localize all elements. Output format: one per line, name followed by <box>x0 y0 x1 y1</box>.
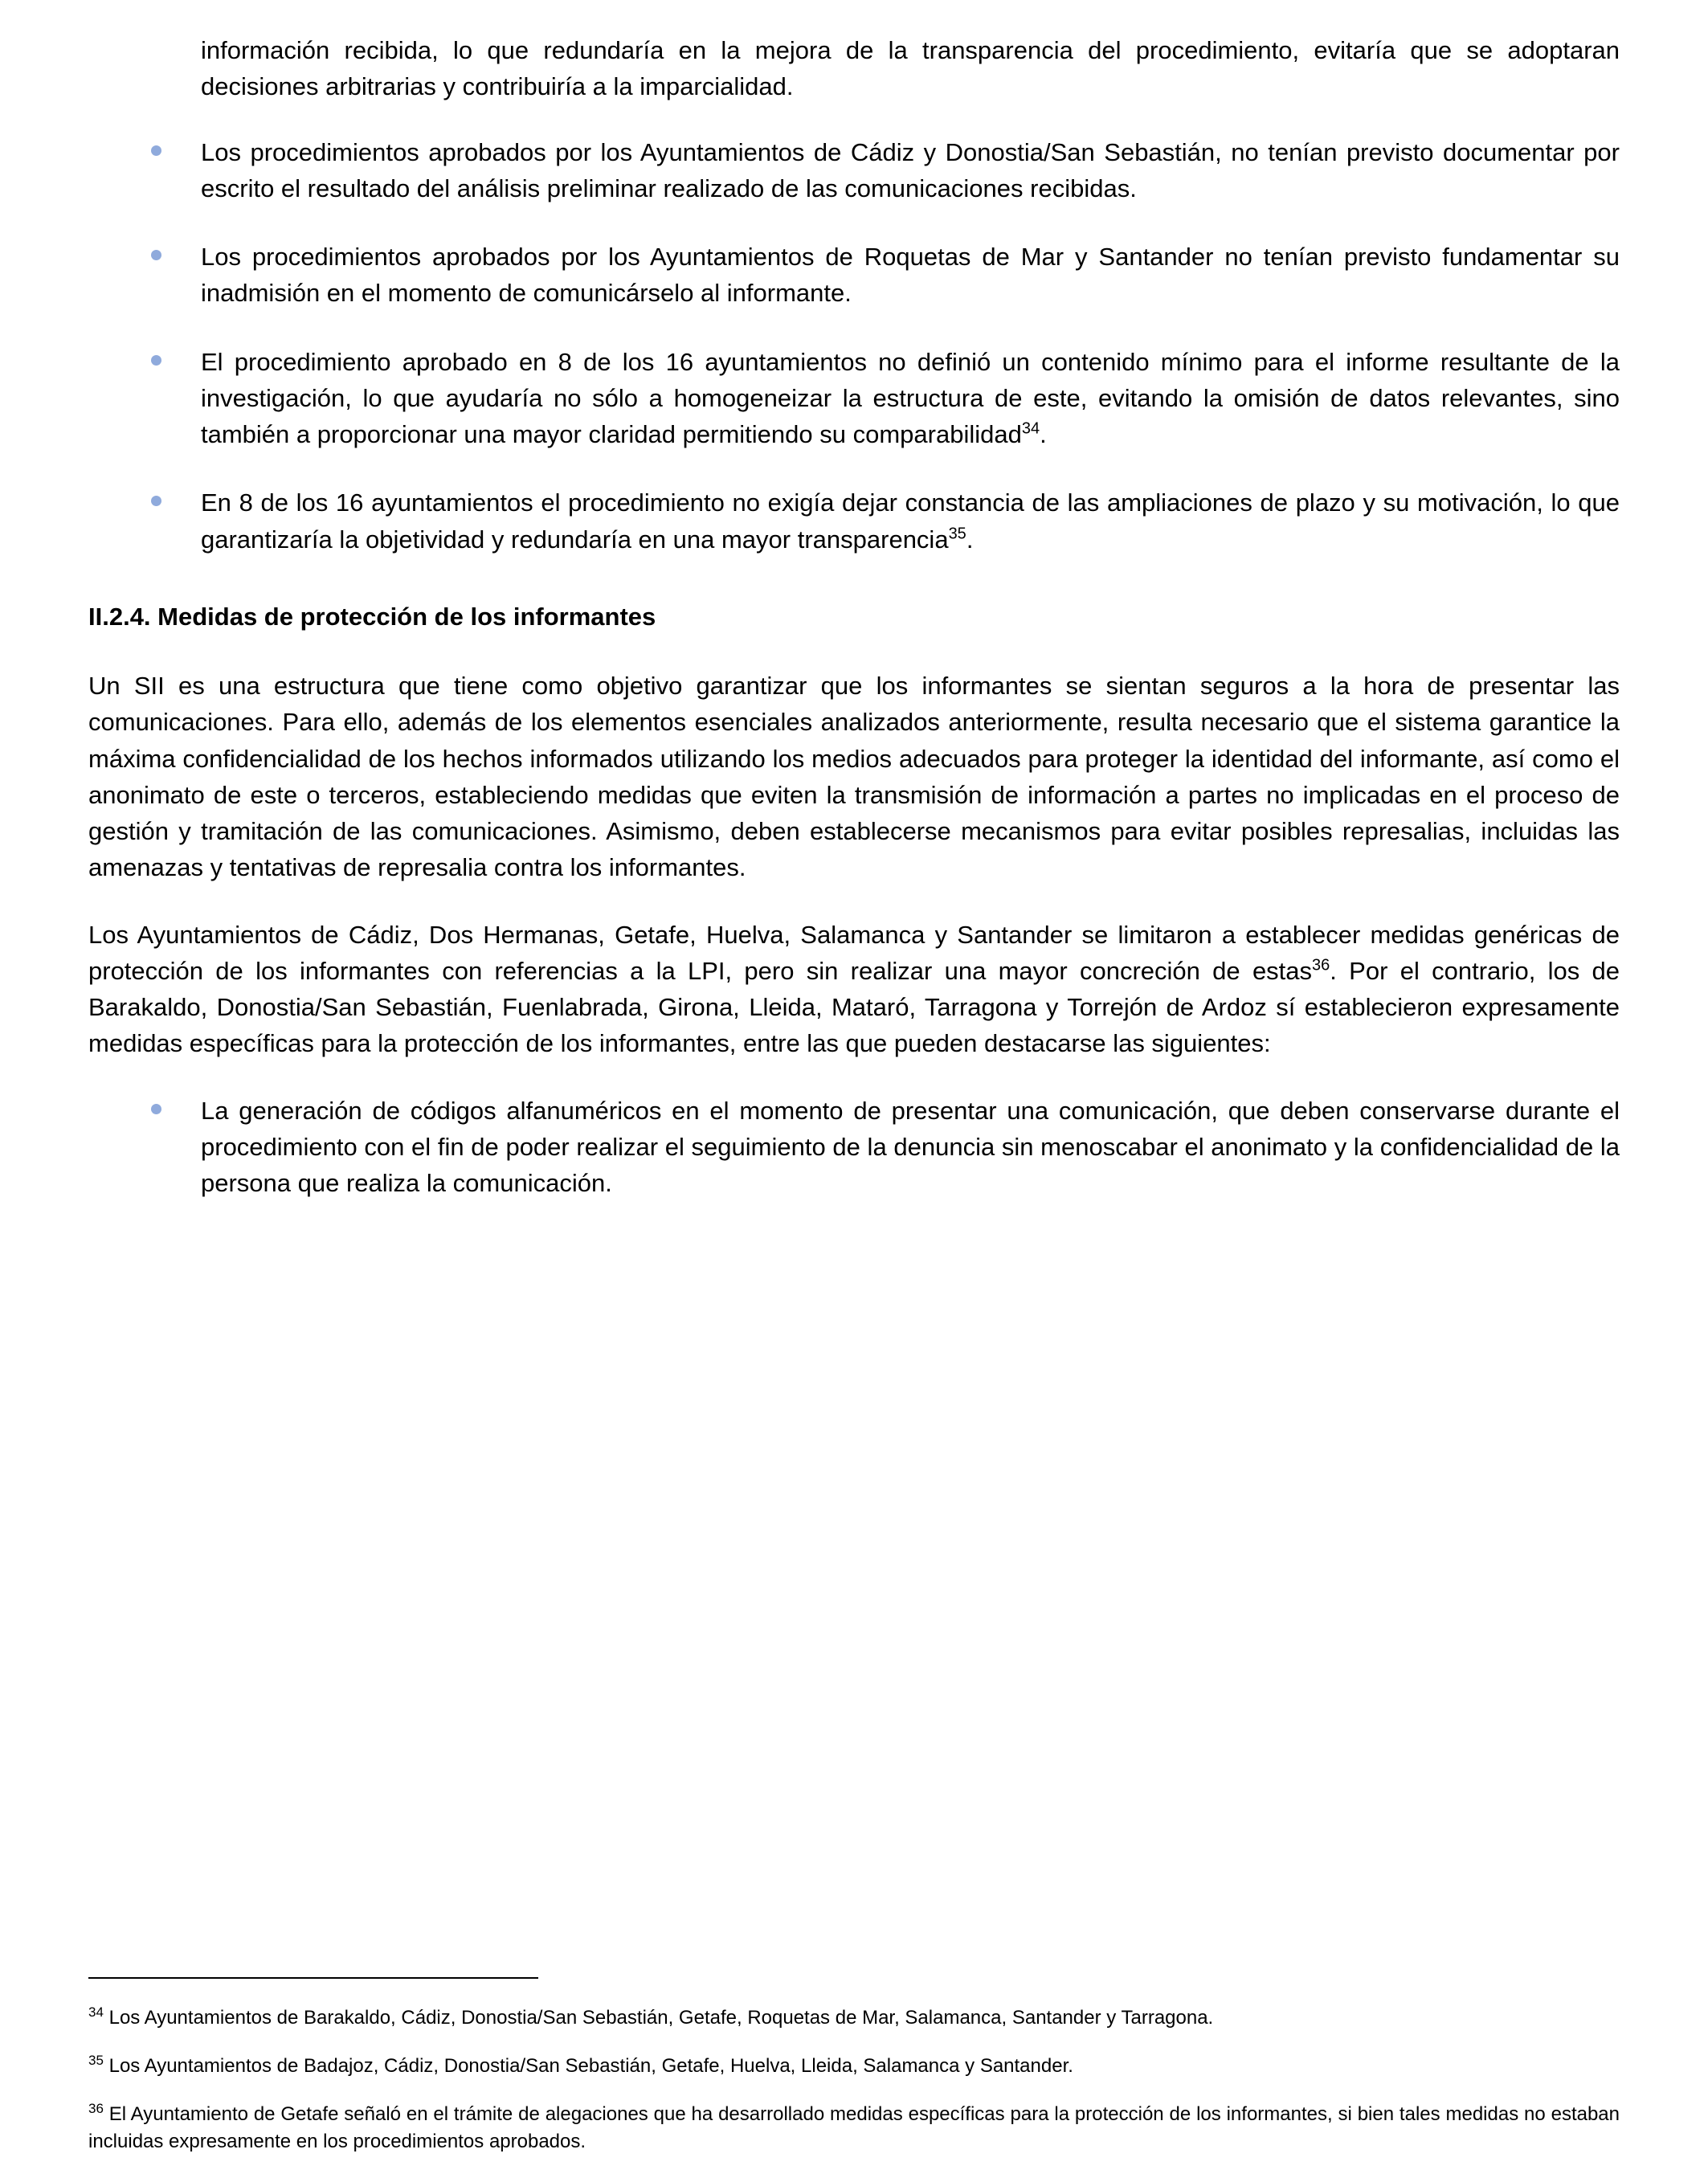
continued-paragraph: información recibida, lo que redundaría en la mejora de la transparencia del procedimiento, evitaría que se adoptaran decisiones arbitrarias y contribuiría a la imparcialidad. <box>201 36 1620 101</box>
bullet-dot-icon <box>151 250 161 260</box>
footnote-marker: 36 <box>88 2100 104 2116</box>
section-heading: II.2.4. Medidas de protección de los informantes <box>88 602 656 631</box>
paragraph-measures <box>88 917 1620 1062</box>
bullet-list-top <box>88 134 1620 558</box>
footnote-area <box>88 1977 1620 2156</box>
bullet-dot-icon <box>151 496 161 506</box>
footnote-35 <box>88 2053 1620 2080</box>
footnote-text: Los Ayuntamientos de Barakaldo, Cádiz, Donostia/San Sebastián, Getafe, Roquetas de Mar, Salamanca, Santander y Tarragona. <box>108 2006 1214 2029</box>
list-item-text: El procedimiento aprobado en 8 de los 16 ayuntamientos no definió un contenido mínimo para el informe resultante de la investigación, lo que ayudaría no sólo a homogeneizar la estructura de este, evitando la omisión de datos relevantes, sino también a proporcionar una mayor claridad permitiendo su comparabilidad <box>201 347 1620 448</box>
list-item-tail: . <box>1040 420 1047 448</box>
paragraph-intro: Un SII es una estructura que tiene como objetivo garantizar que los informantes se sientan seguros a la hora de presentar las comunicaciones. Para ello, además de los elementos esenciales analizados anteriormente, resulta necesario que el sistema garantice la máxima confidencialidad de los hechos informados utilizando los medios adecuados para proteger la identidad del informante, así como el anonimato de este o terceros, estableciendo medidas que eviten la transmisión de información a partes no implicadas en el proceso de gestión y tramitación de las comunicaciones. Asimismo, deben establecerse mecanismos para evitar posibles represalias, incluidas las amenazas y tentativas de represalia contra los informantes. <box>88 672 1620 882</box>
footnote-marker: 35 <box>88 2052 104 2068</box>
bullet-dot-icon <box>151 145 161 156</box>
bullet-dot-icon <box>151 355 161 366</box>
paragraph-measures-part2: . Por el contrario, los de Barakaldo, Donostia/San Sebastián, Fuenlabrada, Girona, Lleida, Mataró, Tarragona y Torrejón de Ardoz sí establecieron expresamente medidas específicas para la protección de los informantes, entre las que pueden destacarse las siguientes: <box>88 956 1620 1058</box>
list-item <box>88 344 1620 453</box>
list-item <box>88 484 1620 558</box>
footnote-ref-34[interactable]: 34 <box>1021 419 1040 438</box>
list-item-text: En 8 de los 16 ayuntamientos el procedimiento no exigía dejar constancia de las ampliaciones de plazo y su motivación, lo que garantizaría la objetividad y redundaría en una mayor transparencia <box>201 488 1620 554</box>
footnote-36 <box>88 2101 1620 2156</box>
footnote-separator <box>88 1977 538 1979</box>
footnote-text: Los Ayuntamientos de Badajoz, Cádiz, Donostia/San Sebastián, Getafe, Huelva, Lleida, Salamanca y Santander. <box>108 2054 1073 2077</box>
footnote-ref-36[interactable]: 36 <box>1312 956 1330 975</box>
bullet-dot-icon <box>151 1104 161 1114</box>
footnote-ref-35[interactable]: 35 <box>948 525 966 543</box>
list-item-text: Los procedimientos aprobados por los Ayuntamientos de Cádiz y Donostia/San Sebastián, no tenían previsto documentar por escrito el resultado del análisis preliminar realizado de las comunicaciones recibidas. <box>201 137 1620 202</box>
list-item <box>88 239 1620 312</box>
footnote-34 <box>88 2004 1620 2032</box>
footnote-text: El Ayuntamiento de Getafe señaló en el trámite de alegaciones que ha desarrollado medidas específicas para la protección de los informantes, si bien tales medidas no estaban incluidas expresamente en los procedimientos aprobados. <box>88 2102 1620 2152</box>
paragraph-measures-part1: Los Ayuntamientos de Cádiz, Dos Hermanas, Getafe, Huelva, Salamanca y Santander se limitaron a establecer medidas genéricas de protección de los informantes con referencias a la LPI, pero sin realizar una mayor concreción de estas <box>88 920 1620 985</box>
bullet-list-bottom <box>88 1093 1620 1202</box>
list-item <box>88 134 1620 207</box>
list-item-tail: . <box>966 525 974 554</box>
footnote-marker: 34 <box>88 2004 104 2020</box>
list-item-text: Los procedimientos aprobados por los Ayuntamientos de Roquetas de Mar y Santander no tenían previsto fundamentar su inadmisión en el momento de comunicárselo al informante. <box>201 243 1620 308</box>
list-item-text: La generación de códigos alfanuméricos en el momento de presentar una comunicación, que deben conservarse durante el procedimiento con el fin de poder realizar el seguimiento de la denuncia sin menoscabar el anonimato y la confidencialidad de la persona que realiza la comunicación. <box>201 1096 1620 1198</box>
list-item <box>88 1093 1620 1202</box>
